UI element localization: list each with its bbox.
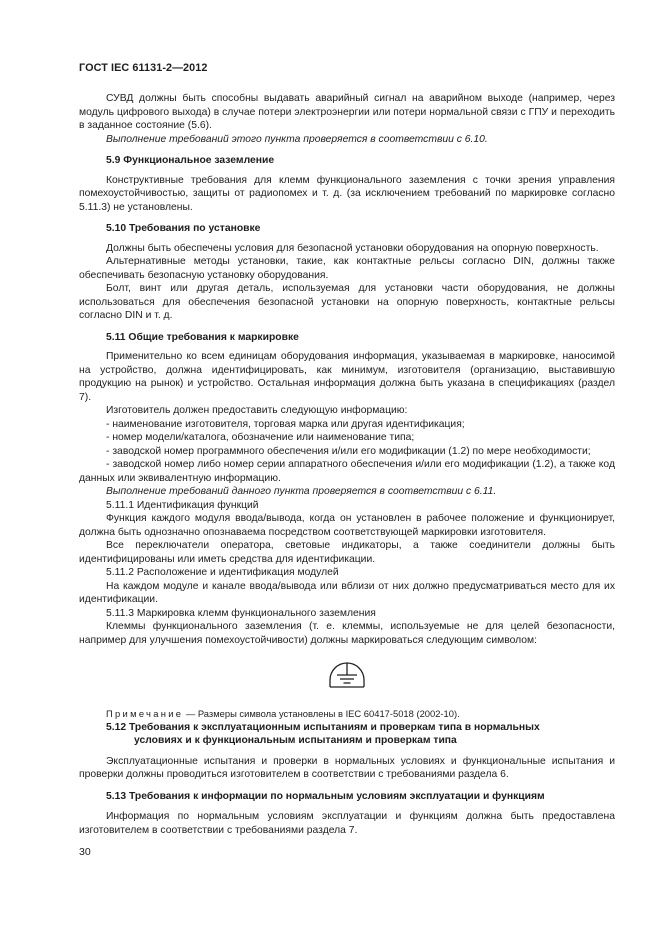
list-item: - номер модели/каталога, обозначение или наименование типа; xyxy=(106,432,415,443)
list-item: - заводской номер программного обеспечения и/или его модификации (1.2) по мере необходимости; xyxy=(106,445,591,457)
subsection-5-11-3-paragraph: Клеммы функционального заземления (т. е. клеммы, используемые не для целей безопасности, например для улучшения помехоустойчивости) должны маркироваться следующим символом: xyxy=(79,621,615,646)
list-item: - заводской номер либо номер серии аппаратного обеспечения и/или его модификации (1.2), а также код данных или эквивалентную информацию. xyxy=(79,459,615,484)
note-text: — Размеры символа установлены в IEC 60417-5018 (2002-10). xyxy=(183,708,460,719)
section-5-11-heading: 5.11 Общие требования к маркировке xyxy=(106,331,299,343)
section-5-12-heading-line-1: 5.12 Требования к эксплуатационным испытаниям и проверкам типа в нормальных xyxy=(106,721,540,733)
note-label: Примечание xyxy=(106,708,184,719)
section-5-10-paragraph-3: Болт, винт или другая деталь, используемая для установки части оборудования, не должны использоваться для обеспечения безопасной установки на опорную поверхность, контактные рельсы согласно DIN и т. д. xyxy=(79,283,615,321)
subsection-5-11-1-heading: 5.11.1 Идентификация функций xyxy=(106,499,259,511)
subsection-5-11-1-paragraph-1: Функция каждого модуля ввода/вывода, когда он установлен в рабочее положение и функционирует, должна быть однозначно опознаваема посредством соответствующей маркировки изготовителя. xyxy=(79,513,615,538)
section-5-12-heading-line-2: условиях и к функциональным испытаниям и проверкам типа xyxy=(134,735,457,746)
symbol-note xyxy=(79,707,615,721)
section-5-11-verification-note: Выполнение требований данного пункта проверяется в соответствии с 6.11. xyxy=(106,486,497,497)
functional-earth-icon xyxy=(327,662,367,690)
subsection-5-11-2-paragraph: На каждом модуле и канале ввода/вывода или вблизи от них должно предусматриваться место для их идентификации. xyxy=(79,580,615,605)
section-5-11-paragraph-2: Изготовитель должен предоставить следующую информацию: xyxy=(106,405,408,416)
subsection-5-11-3-heading: 5.11.3 Маркировка клемм функционального заземления xyxy=(106,607,376,619)
subsection-5-11-1-paragraph-2: Все переключатели оператора, световые индикаторы, а также соединители должны быть идентифицированы или иметь средства для идентификации. xyxy=(79,540,615,565)
list-item: - наименование изготовителя, торговая марка или другая идентификация; xyxy=(106,418,465,430)
section-5-10-paragraph-2: Альтернативные методы установки, такие, как контактные рельсы согласно DIN, должны также обеспечивать безопасную установку оборудования. xyxy=(79,256,615,281)
section-5-9-heading: 5.9 Функциональное заземление xyxy=(106,155,275,166)
functional-earth-symbol xyxy=(79,651,615,701)
section-5-12-heading xyxy=(79,721,615,748)
running-header: ГОСТ IEC 61131-2—2012 xyxy=(79,62,208,74)
section-5-10-heading: 5.10 Требования по установке xyxy=(106,223,261,234)
section-5-10-paragraph-1: Должны быть обеспечены условия для безопасной установки оборудования на опорную поверхность. xyxy=(106,242,599,254)
section-5-13-heading: 5.13 Требования к информации по нормальным условиям эксплуатации и функциям xyxy=(106,790,545,802)
section-5-12-paragraph: Эксплуатационные испытания и проверки в нормальных условиях и функциональные испытания и проверки должны проводиться изготовителем в соответствии с требованиями раздела 6. xyxy=(79,755,615,780)
intro-paragraph: СУВД должны быть способны выдавать аварийный сигнал на аварийном выходе (например, через модуль цифрового выхода) в случае потери электроэнергии или потери нормальной связи с ГПУ и переходить в заданное состояние (5.6). xyxy=(79,93,615,131)
intro-verification-note: Выполнение требований этого пункта проверяется в соответствии с 6.10. xyxy=(106,133,488,145)
subsection-5-11-2-heading: 5.11.2 Расположение и идентификация модулей xyxy=(106,567,339,578)
section-5-9-paragraph: Конструктивные требования для клемм функционального заземления с точки зрения управления помехоустойчивостью, защиты от радиопомех и т. д. (за исключением требований по маркировке согласно 5.11.3) не установлены. xyxy=(79,174,615,213)
section-5-11-paragraph-1: Применительно ко всем единицам оборудования информация, указываемая в маркировке, наносимой на устройство, должна идентифицировать, как минимум, изготовителя (организацию, выставившую продукцию на рынок) и устройство. Остальная информация должна быть указана в спецификациях (раздел 7). xyxy=(79,351,615,403)
page-number: 30 xyxy=(79,846,91,858)
page-content xyxy=(79,92,615,837)
section-5-13-paragraph: Информация по нормальным условиям эксплуатации и функциям должна быть предоставлена изготовителем в соответствии с требованиями раздела 7. xyxy=(79,811,615,836)
